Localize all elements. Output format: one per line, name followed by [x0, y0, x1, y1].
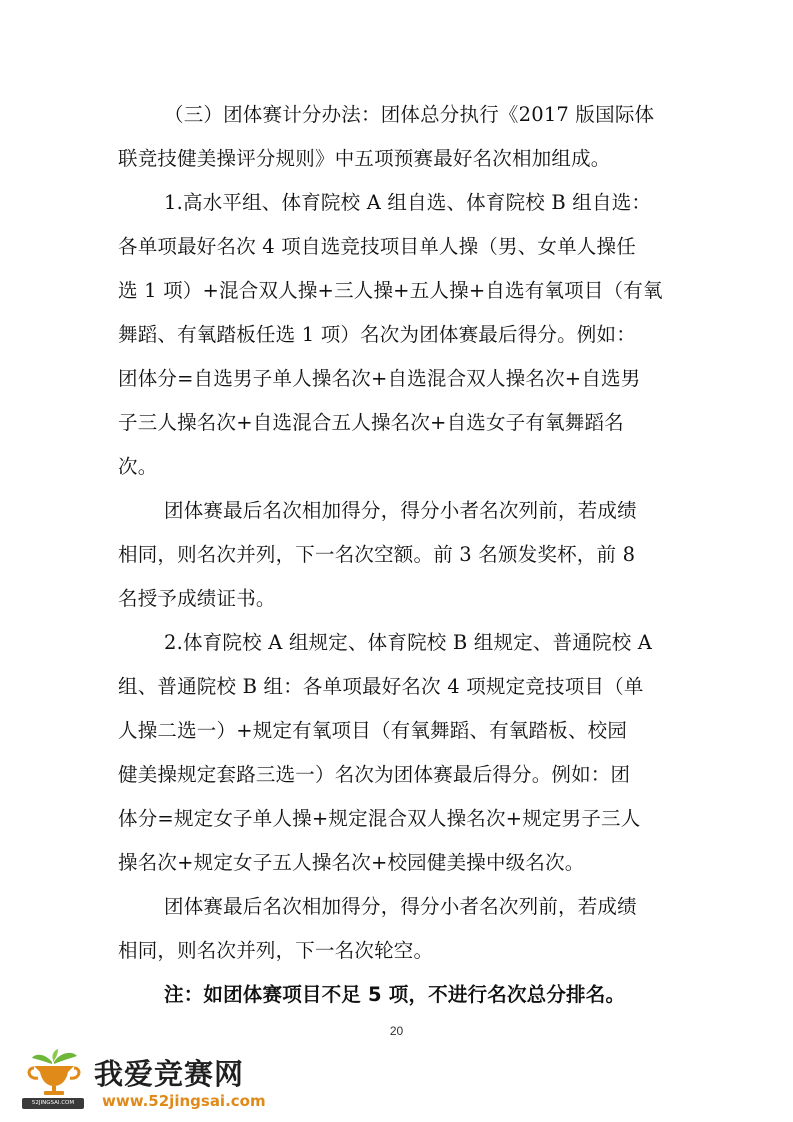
page-number: 20 — [389, 1024, 404, 1038]
text-line: 相同，则名次并列，下一名次空额。前 3 名颁发奖杯，前 8 — [118, 543, 636, 566]
logo-caption: 52JINGSAI.COM — [22, 1098, 84, 1109]
text-line: 操名次+规定女子五人操名次+校园健美操中级名次。 — [118, 851, 585, 874]
text-line: 人操二选一）+规定有氧项目（有氧舞蹈、有氧踏板、校园 — [118, 719, 628, 742]
site-name: 我爱竞赛网 — [94, 1057, 245, 1091]
site-watermark — [22, 1048, 282, 1114]
text-line: 各单项最好名次 4 项自选竞技项目单人操（男、女单人操任 — [118, 235, 636, 258]
text-line: 团体赛最后名次相加得分，得分小者名次列前，若成绩 — [164, 499, 637, 522]
text-line: （三）团体赛计分办法：团体总分执行《2017 版国际体 — [164, 103, 655, 126]
text-line: 相同，则名次并列，下一名次轮空。 — [118, 939, 434, 962]
site-url: www.52jingsai.com — [102, 1092, 266, 1110]
text-line: 2.体育院校 A 组规定、体育院校 B 组规定、普通院校 A — [164, 631, 653, 654]
text-line: 体分=规定女子单人操+规定混合双人操名次+规定男子三人 — [118, 807, 641, 830]
text-line: 团体分=自选男子单人操名次+自选混合双人操名次+自选男 — [118, 367, 641, 390]
text-line: 舞蹈、有氧踏板任选 1 项）名次为团体赛最后得分。例如： — [118, 323, 636, 346]
note-line: 注：如团体赛项目不足 5 项，不进行名次总分排名。 — [164, 983, 626, 1006]
text-line: 次。 — [118, 455, 158, 478]
text-line: 团体赛最后名次相加得分，得分小者名次列前，若成绩 — [164, 895, 637, 918]
text-line: 子三人操名次+自选混合五人操名次+自选女子有氧舞蹈名 — [118, 411, 624, 434]
text-line: 名授予成绩证书。 — [118, 587, 276, 610]
text-line: 选 1 项）+混合双人操+三人操+五人操+自选有氧项目（有氧 — [118, 279, 663, 302]
text-line: 健美操规定套路三选一）名次为团体赛最后得分。例如：团 — [118, 763, 631, 786]
trophy-logo-icon — [22, 1048, 86, 1114]
text-line: 组、普通院校 B 组：各单项最好名次 4 项规定竞技项目（单 — [118, 675, 644, 698]
text-line: 联竞技健美操评分规则》中五项预赛最好名次相加组成。 — [118, 147, 611, 170]
text-line: 1.高水平组、体育院校 A 组自选、体育院校 B 组自选： — [164, 191, 652, 214]
